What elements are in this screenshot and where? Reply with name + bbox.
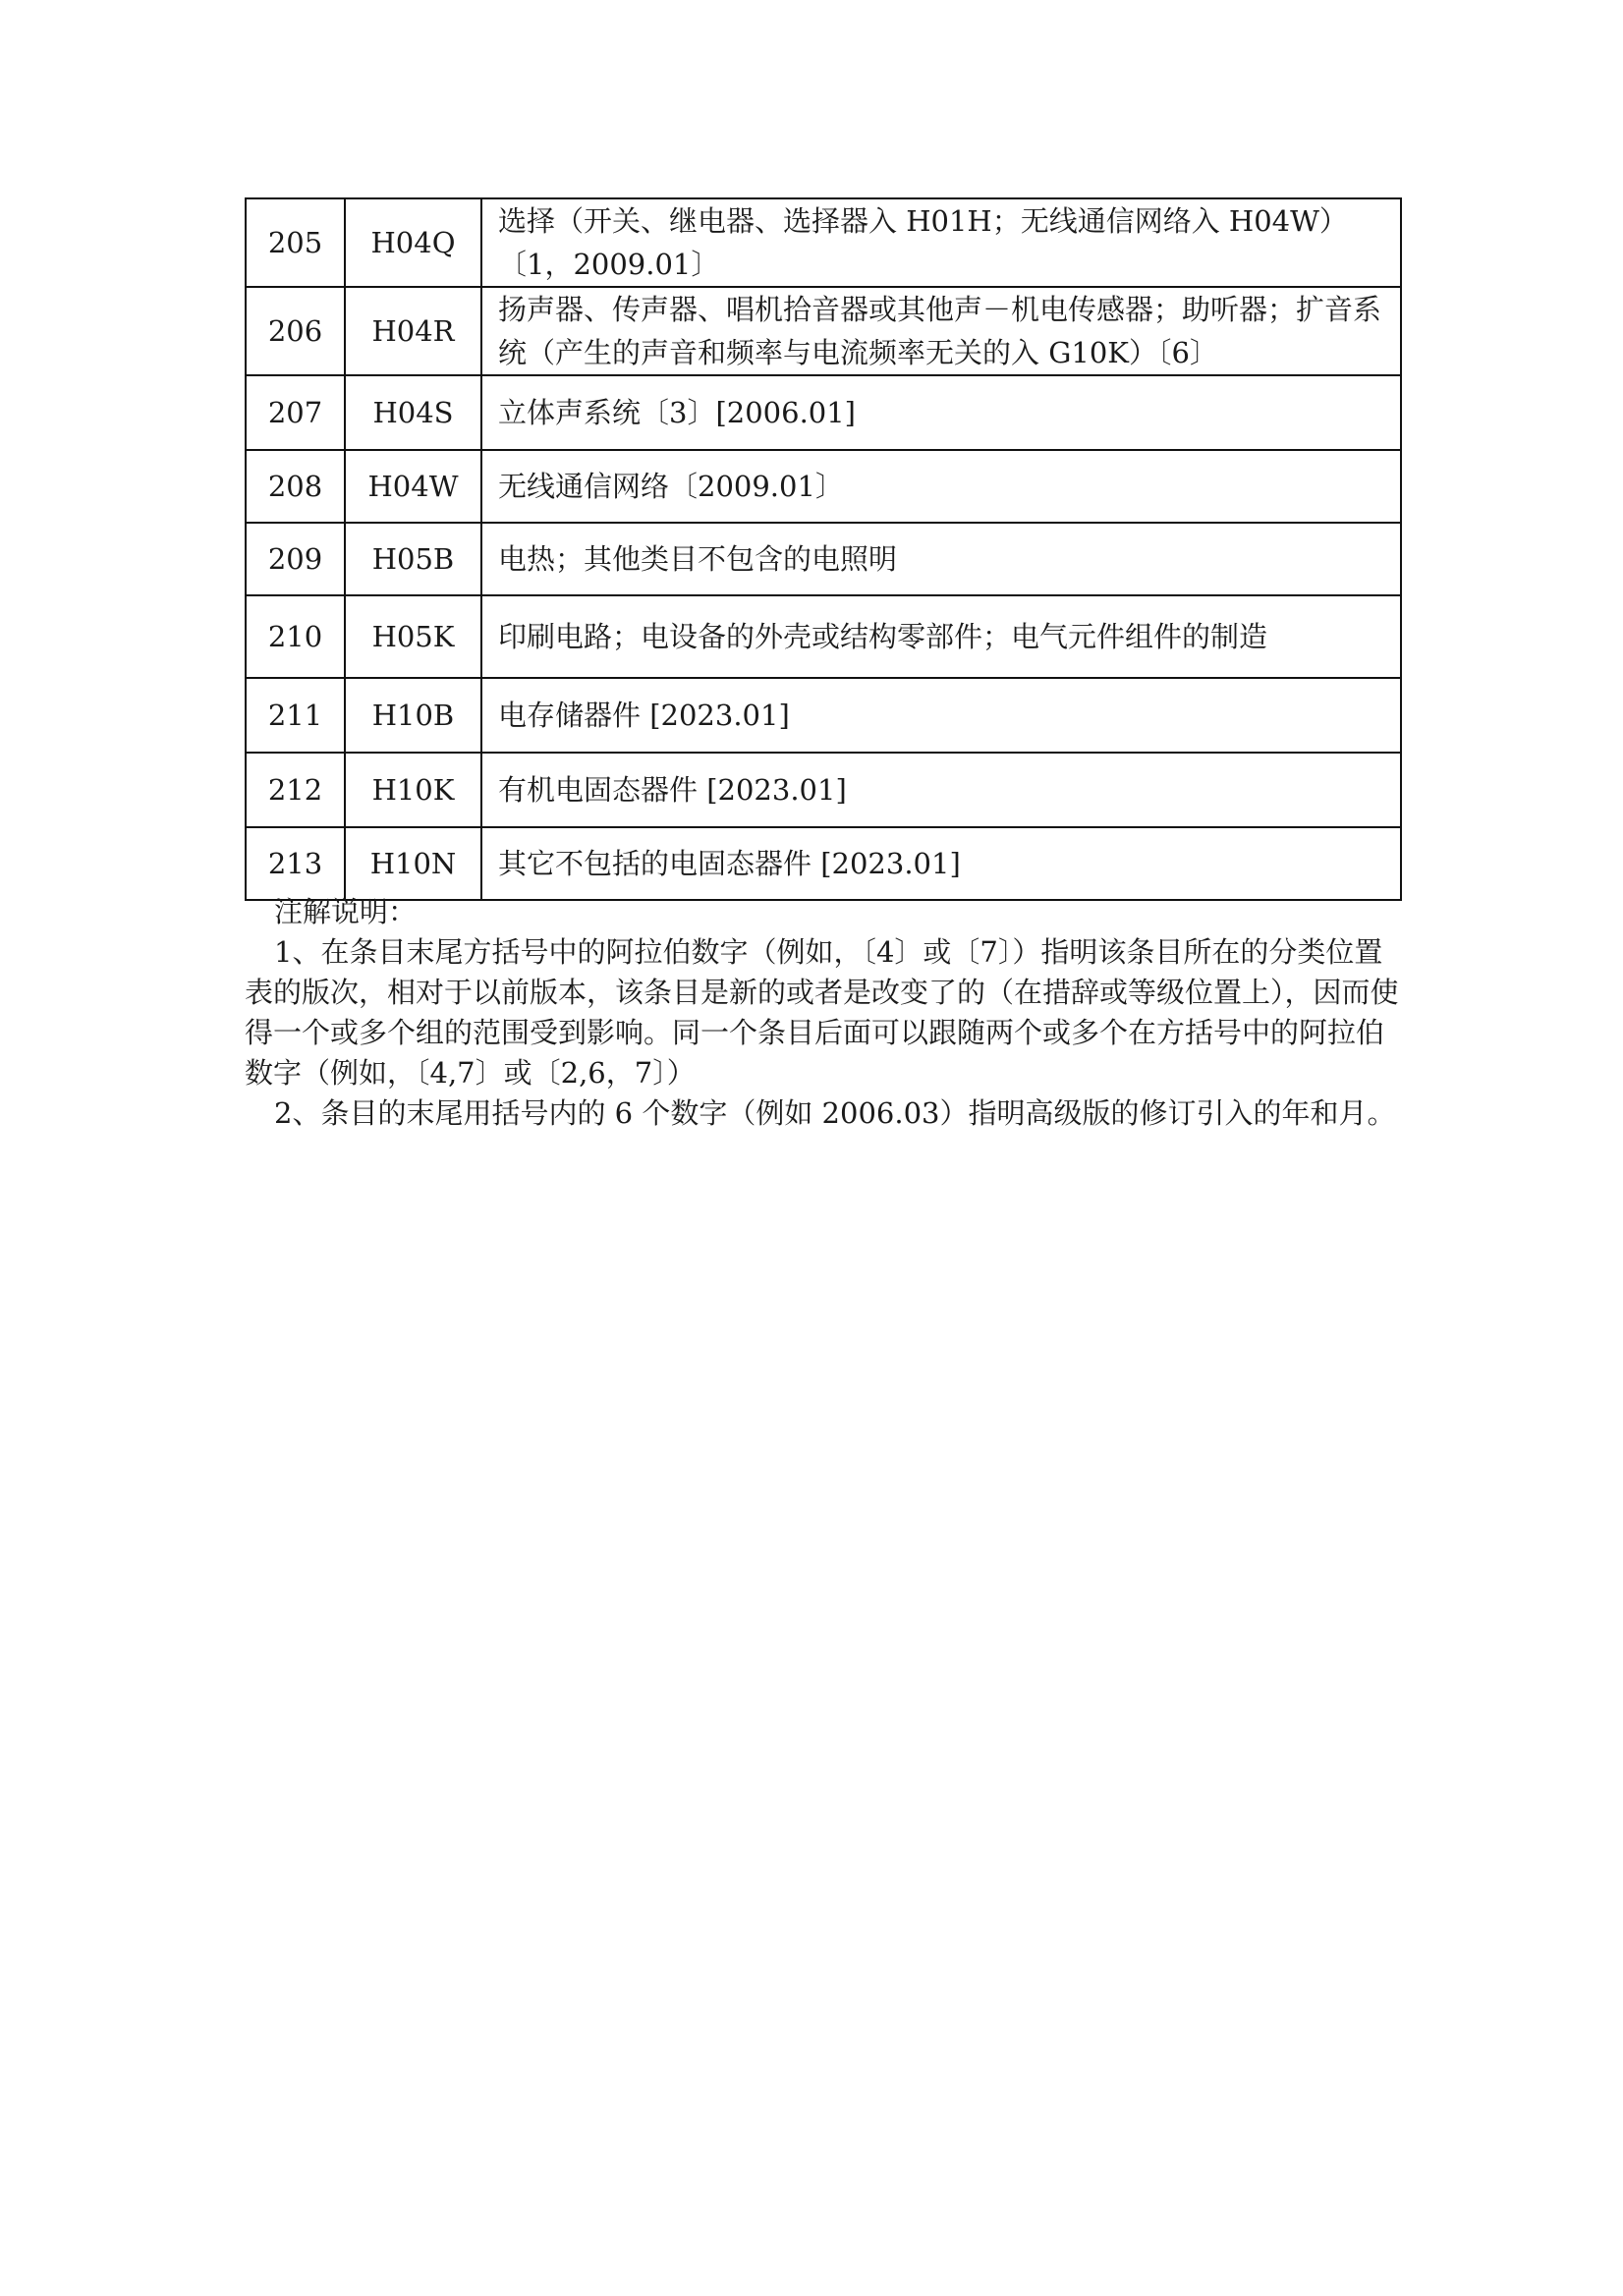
notes-section	[245, 892, 1402, 1134]
class-code: H10K	[345, 753, 481, 827]
class-code: H04Q	[345, 198, 481, 287]
row-number: 209	[246, 523, 345, 595]
row-number: 207	[246, 375, 345, 450]
class-description: 扬声器、传声器、唱机拾音器或其他声－机电传感器；助听器；扩音系统（产生的声音和频率与电流频率无关的入 G10K）〔6〕	[481, 287, 1401, 375]
row-number: 213	[246, 827, 345, 900]
ipc-class-table	[245, 197, 1402, 901]
class-description: 无线通信网络〔2009.01〕	[481, 450, 1401, 523]
row-number: 208	[246, 450, 345, 523]
table-row	[246, 523, 1401, 595]
class-description: 电存储器件 [2023.01]	[481, 678, 1401, 753]
row-number: 211	[246, 678, 345, 753]
table-row	[246, 678, 1401, 753]
class-code: H10N	[345, 827, 481, 900]
class-description: 印刷电路；电设备的外壳或结构零部件；电气元件组件的制造	[481, 595, 1401, 678]
row-number: 205	[246, 198, 345, 287]
table-row	[246, 375, 1401, 450]
table-row	[246, 198, 1401, 287]
class-description: 有机电固态器件 [2023.01]	[481, 753, 1401, 827]
class-code: H05K	[345, 595, 481, 678]
row-number: 210	[246, 595, 345, 678]
class-code: H04R	[345, 287, 481, 375]
class-code: H05B	[345, 523, 481, 595]
class-description: 立体声系统〔3〕[2006.01]	[481, 375, 1401, 450]
class-description: 电热；其他类目不包含的电照明	[481, 523, 1401, 595]
table-row	[246, 287, 1401, 375]
table-row	[246, 595, 1401, 678]
class-code: H10B	[345, 678, 481, 753]
table-row	[246, 753, 1401, 827]
table-row	[246, 450, 1401, 523]
note-item-2: 2、条目的末尾用括号内的 6 个数字（例如 2006.03）指明高级版的修订引入的年和月。	[274, 1096, 1396, 1130]
class-description: 选择（开关、继电器、选择器入 H01H；无线通信网络入 H04W）〔1，2009.01〕	[481, 198, 1401, 287]
note-item-1: 1、在条目末尾方括号中的阿拉伯数字（例如，〔4〕或〔7〕）指明该条目所在的分类位置表的版次，相对于以前版本，该条目是新的或者是改变了的（在措辞或等级位置上），因而使得一个或多个组的范围受到影响。同一个条目后面可以跟随两个或多个在方括号中的阿拉伯数字（例如，〔4,7〕或〔2,6，7〕）	[245, 935, 1399, 1090]
table-row	[246, 827, 1401, 900]
row-number: 212	[246, 753, 345, 827]
class-code: H04S	[345, 375, 481, 450]
notes-heading: 注解说明：	[274, 895, 418, 928]
class-description: 其它不包括的电固态器件 [2023.01]	[481, 827, 1401, 900]
class-code: H04W	[345, 450, 481, 523]
row-number: 206	[246, 287, 345, 375]
